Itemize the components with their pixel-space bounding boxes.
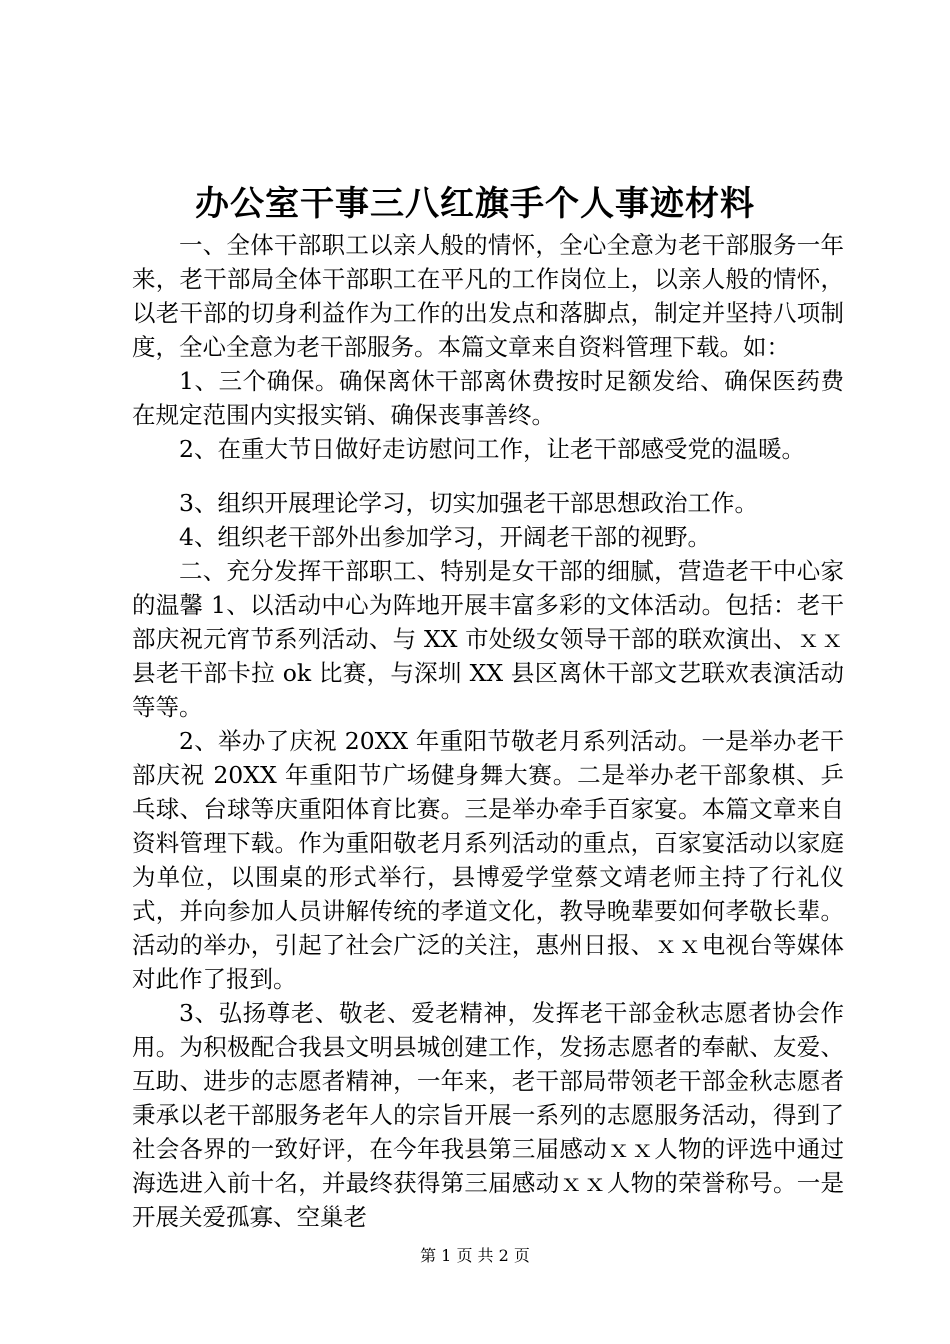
paragraph-8: 3、弘扬尊老、敬老、爱老精神，发挥老干部金秋志愿者协会作用。为积极配合我县文明县城创建工作，发扬志愿者的奉献、友爱、互助、进步的志愿者精神，一年来，老干部局带领老干部金秋志愿者秉承以老干部服务老年人的宗旨开展一系列的志愿服务活动，得到了社会各界的一致好评，在今年我县第三届感动ｘｘ人物的评选中通过海选进入前十名，并最终获得第三届感动ｘｘ人物的荣誉称号。一是开展关爱孤寡、空巢老 (132, 999, 844, 1231)
paragraph-6: 二、充分发挥干部职工、特别是女干部的细腻，营造老干中心家的温馨 1、以活动中心为阵地开展丰富多彩的文体活动。包括：老干部庆祝元宵节系列活动、与 XX 市处级女领导干部的联欢演出、ｘｘ县老干部卡拉 ok 比赛，与深圳 XX 县区离休干部文艺联欢表演活动等等。 (132, 557, 844, 721)
paragraph-3: 2、在重大节日做好走访慰问工作，让老干部感受党的温暖。 (179, 435, 805, 463)
paragraph-1: 一、全体干部职工以亲人般的情怀，全心全意为老干部服务一年来，老干部局全体干部职工在平凡的工作岗位上，以亲人般的情怀，以老干部的切身利益作为工作的出发点和落脚点，制定并坚持八项制度，全心全意为老干部服务。本篇文章来自资料管理下载。如： (132, 231, 844, 361)
document-body (132, 228, 844, 1234)
paragraph-2: 1、三个确保。确保离休干部离休费按时足额发给、确保医药费在规定范围内实报实销、确保丧事善终。 (132, 367, 844, 429)
document-title: 办公室干事三八红旗手个人事迹材料 (195, 184, 755, 224)
paragraph-gap (132, 466, 844, 486)
paragraph-7: 2、举办了庆祝 20XX 年重阳节敬老月系列活动。一是举办老干部庆祝 20XX 年重阳节广场健身舞大赛。二是举办老干部象棋、乒乓球、台球等庆重阳体育比赛。三是举办牵手百家宴。本篇文章来自资料管理下载。作为重阳敬老月系列活动的重点，百家宴活动以家庭为单位，以围桌的形式举行，县博爱学堂蔡文靖老师主持了行礼仪式，并向参加人员讲解传统的孝道文化，教导晚辈要如何孝敬长辈。活动的举办，引起了社会广泛的关注，惠州日报、ｘｘ电视台等媒体对此作了报到。 (132, 727, 844, 993)
page-footer: 第 1 页 共 2 页 (420, 1246, 530, 1265)
paragraph-4: 3、组织开展理论学习，切实加强老干部思想政治工作。 (179, 489, 758, 517)
paragraph-5: 4、组织老干部外出参加学习，开阔老干部的视野。 (179, 523, 711, 551)
